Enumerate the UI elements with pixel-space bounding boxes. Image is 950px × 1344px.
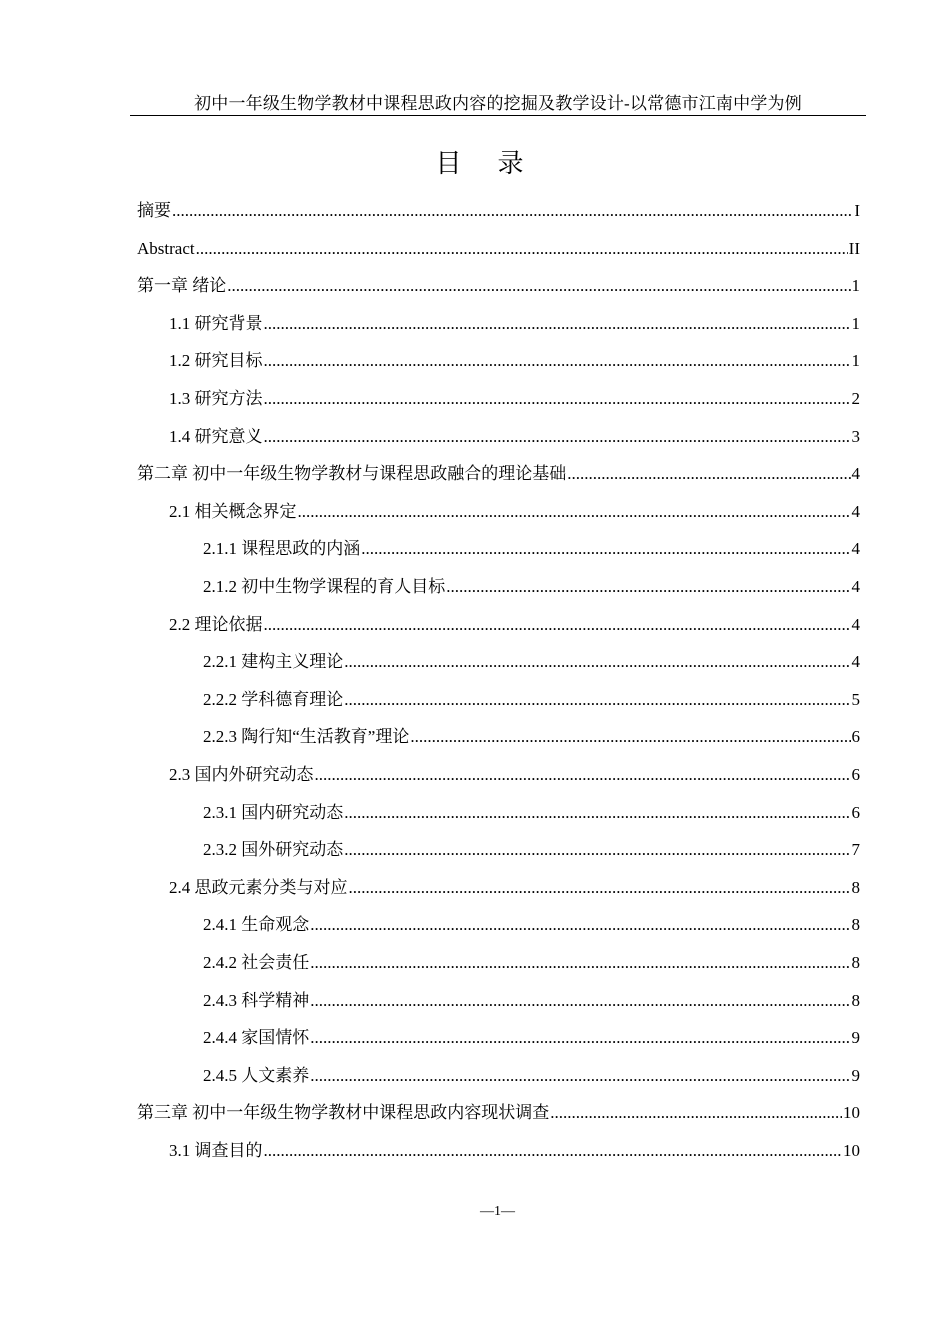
toc-entry-label: 2.2.3 陶行知“生活教育”理论 [203,727,410,746]
toc-entry[interactable] [169,311,860,337]
toc-dot-leader [310,1063,850,1089]
toc-dot-leader [344,800,850,826]
toc-dot-leader [264,612,851,638]
toc-entry[interactable] [169,1138,860,1164]
toc-entry-page: 10 [843,1141,860,1160]
toc-entry[interactable] [169,612,860,638]
toc-entry-page: 8 [851,953,860,972]
toc-entry-label: 2.4.2 社会责任 [203,953,310,972]
toc-entry[interactable] [203,800,860,826]
toc-entry-label: 2.4.4 家国情怀 [203,1028,310,1047]
toc-dot-leader [315,762,851,788]
toc-dot-leader [567,461,850,487]
toc-dot-leader [264,311,851,337]
toc-entry[interactable] [137,1100,860,1126]
toc-entry[interactable] [203,837,860,863]
toc-dot-leader [196,236,848,262]
toc-entry-label: 2.4 思政元素分类与对应 [169,878,348,897]
toc-entry-page: 4 [851,464,860,483]
toc-entry-page: 3 [851,427,860,446]
toc-entry-label: 2.3.2 国外研究动态 [203,840,344,859]
toc-dot-leader [298,499,851,525]
toc-entry-label: 2.4.3 科学精神 [203,991,310,1010]
footer-page-number: —1— [480,1204,515,1219]
toc-entry-page: 4 [851,502,860,521]
toc-dot-leader [310,912,850,938]
toc-entry-page: 6 [851,727,860,746]
toc-entry-label: 2.1.1 课程思政的内涵 [203,539,361,558]
toc-entry-label: 1.4 研究意义 [169,427,263,446]
toc-dot-leader [310,950,850,976]
toc-dot-leader [344,649,850,675]
toc-dot-leader [310,1025,850,1051]
toc-title: 目录 [435,149,560,179]
toc-entry[interactable] [203,574,860,600]
toc-entry-label: 1.3 研究方法 [169,389,263,408]
toc-entry-label: 1.2 研究目标 [169,351,263,370]
running-header-title: 初中一年级生物学教材中课程思政内容的挖掘及教学设计-以常德市江南中学为例 [194,94,802,113]
toc-entry-page: 6 [851,765,860,784]
toc-entry[interactable] [203,687,860,713]
toc-dot-leader [264,1138,843,1164]
toc-entry-label: 2.2.1 建构主义理论 [203,652,344,671]
toc-entry-label: 2.1 相关概念界定 [169,502,297,521]
toc-entry-label: 2.4.5 人文素养 [203,1066,310,1085]
toc-dot-leader [172,198,853,224]
toc-entry-page: 8 [851,878,860,897]
toc-entry-page: 4 [851,615,860,634]
toc-entry[interactable] [169,386,860,412]
toc-dot-leader [349,875,851,901]
toc-entry[interactable] [137,461,860,487]
toc-entry-label: Abstract [137,239,195,258]
toc-entry-page: 8 [851,915,860,934]
toc-dot-leader [361,536,850,562]
toc-dot-leader [264,386,851,412]
toc-entry-page: 4 [851,577,860,596]
toc-entry-label: 2.1.2 初中生物学课程的育人目标 [203,577,446,596]
toc-entry-page: II [848,239,860,258]
toc-entry-label: 第二章 初中一年级生物学教材与课程思政融合的理论基础 [137,464,567,483]
toc-entry-page: 4 [851,539,860,558]
toc-entry[interactable] [203,649,860,675]
toc-entry-page: 1 [851,276,860,295]
toc-entry[interactable] [137,198,860,224]
toc-entry[interactable] [169,762,860,788]
toc-dot-leader [264,424,851,450]
toc-entry-page: 1 [851,351,860,370]
toc-dot-leader [264,348,851,374]
toc-entry-page: 2 [851,389,860,408]
toc-entry-label: 2.3 国内外研究动态 [169,765,314,784]
toc-entry[interactable] [169,499,860,525]
toc-entry-label: 2.4.1 生命观念 [203,915,310,934]
toc-entry-label: 2.2 理论依据 [169,615,263,634]
toc-dot-leader [410,724,850,750]
toc-entry[interactable] [203,912,860,938]
toc-entry-page: 4 [851,652,860,671]
toc-entry-label: 第三章 初中一年级生物学教材中课程思政内容现状调查 [137,1103,550,1122]
toc-dot-leader [446,574,850,600]
toc-entry[interactable] [203,1063,860,1089]
toc-entry[interactable] [169,348,860,374]
toc-entry-label: 摘要 [137,201,171,220]
toc-entry-page: 9 [851,1028,860,1047]
toc-entry[interactable] [203,1025,860,1051]
toc-entry[interactable] [203,988,860,1014]
toc-entry[interactable] [169,424,860,450]
toc-entry-page: 5 [851,690,860,709]
toc-dot-leader [550,1100,842,1126]
toc-dot-leader [310,988,850,1014]
toc-entry[interactable] [169,875,860,901]
toc-entry-page: 6 [851,803,860,822]
toc-entry-page: 9 [851,1066,860,1085]
toc-entry-page: 7 [851,840,860,859]
toc-entry[interactable] [137,236,860,262]
toc-entry-label: 第一章 绪论 [137,276,227,295]
toc-entry-label: 3.1 调查目的 [169,1141,263,1160]
toc-entry[interactable] [203,536,860,562]
toc-entry-label: 1.1 研究背景 [169,314,263,333]
header-rule [130,115,866,116]
toc-entry[interactable] [203,950,860,976]
toc-entry[interactable] [137,273,860,299]
toc-entry-page: 1 [851,314,860,333]
toc-dot-leader [344,837,850,863]
toc-entry-page: I [854,201,860,220]
toc-entry-label: 2.3.1 国内研究动态 [203,803,344,822]
toc-entry-page: 10 [843,1103,860,1122]
toc-entry-label: 2.2.2 学科德育理论 [203,690,344,709]
toc-entry-page: 8 [851,991,860,1010]
toc-entry[interactable] [203,724,860,750]
toc-dot-leader [344,687,850,713]
toc-dot-leader [227,273,850,299]
